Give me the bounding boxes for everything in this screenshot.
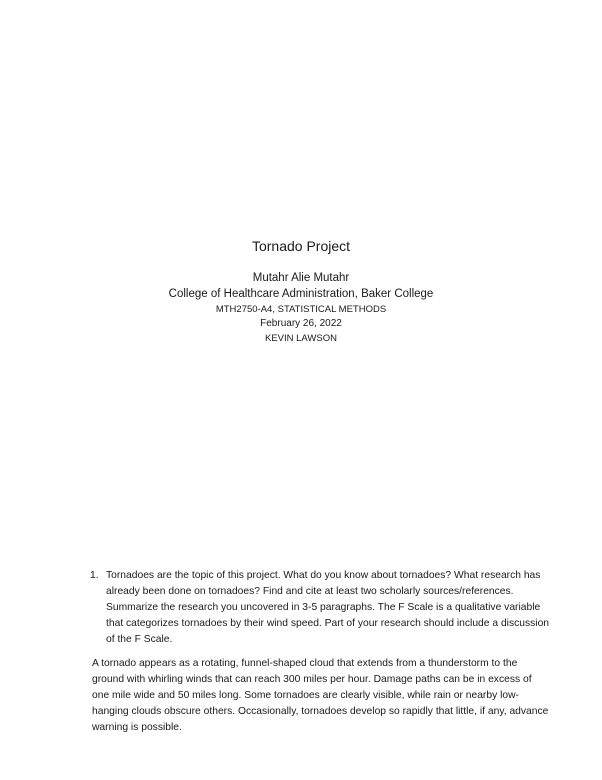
question-line: of the F Scale. bbox=[106, 634, 173, 645]
question-number: 1. bbox=[90, 570, 99, 581]
question-line: Tornadoes are the topic of this project. What do you know about tornadoes? What research has bbox=[106, 570, 541, 581]
date: February 26, 2022 bbox=[260, 318, 342, 329]
question-line: that categorizes tornadoes by their wind speed. Part of your research should include a discussion bbox=[106, 618, 550, 629]
answer-paragraph bbox=[92, 656, 548, 736]
question-text bbox=[106, 568, 549, 648]
institution: College of Healthcare Administration, Baker College bbox=[168, 288, 434, 300]
answer-line: A tornado appears as a rotating, funnel-shaped cloud that extends from a thunderstorm to the bbox=[92, 658, 518, 669]
course: MTH2750-A4, STATISTICAL METHODS bbox=[215, 304, 387, 315]
question-line: already been done on tornadoes? Find and cite at least two scholarly sources/references. bbox=[106, 586, 514, 597]
answer-line: one mile wide and 50 miles long. Some tornadoes are clearly visible, while rain or nearby low- bbox=[92, 690, 519, 701]
instructor: KEVIN LAWSON bbox=[265, 333, 337, 344]
answer-line: hanging clouds obscure others. Occasionally, tornadoes develop so rapidly that little, if any, advance bbox=[92, 706, 549, 717]
answer-line: warning is possible. bbox=[92, 722, 182, 733]
answer-line: ground with whirling winds that can reach 300 miles per hour. Damage paths can be in excess of bbox=[92, 674, 532, 685]
author-name: Mutahr Alie Mutahr bbox=[252, 272, 350, 284]
document-title: Tornado Project bbox=[251, 238, 351, 254]
question-line: Summarize the research you uncovered in 3-5 paragraphs. The F Scale is a qualitative variable bbox=[106, 602, 541, 613]
